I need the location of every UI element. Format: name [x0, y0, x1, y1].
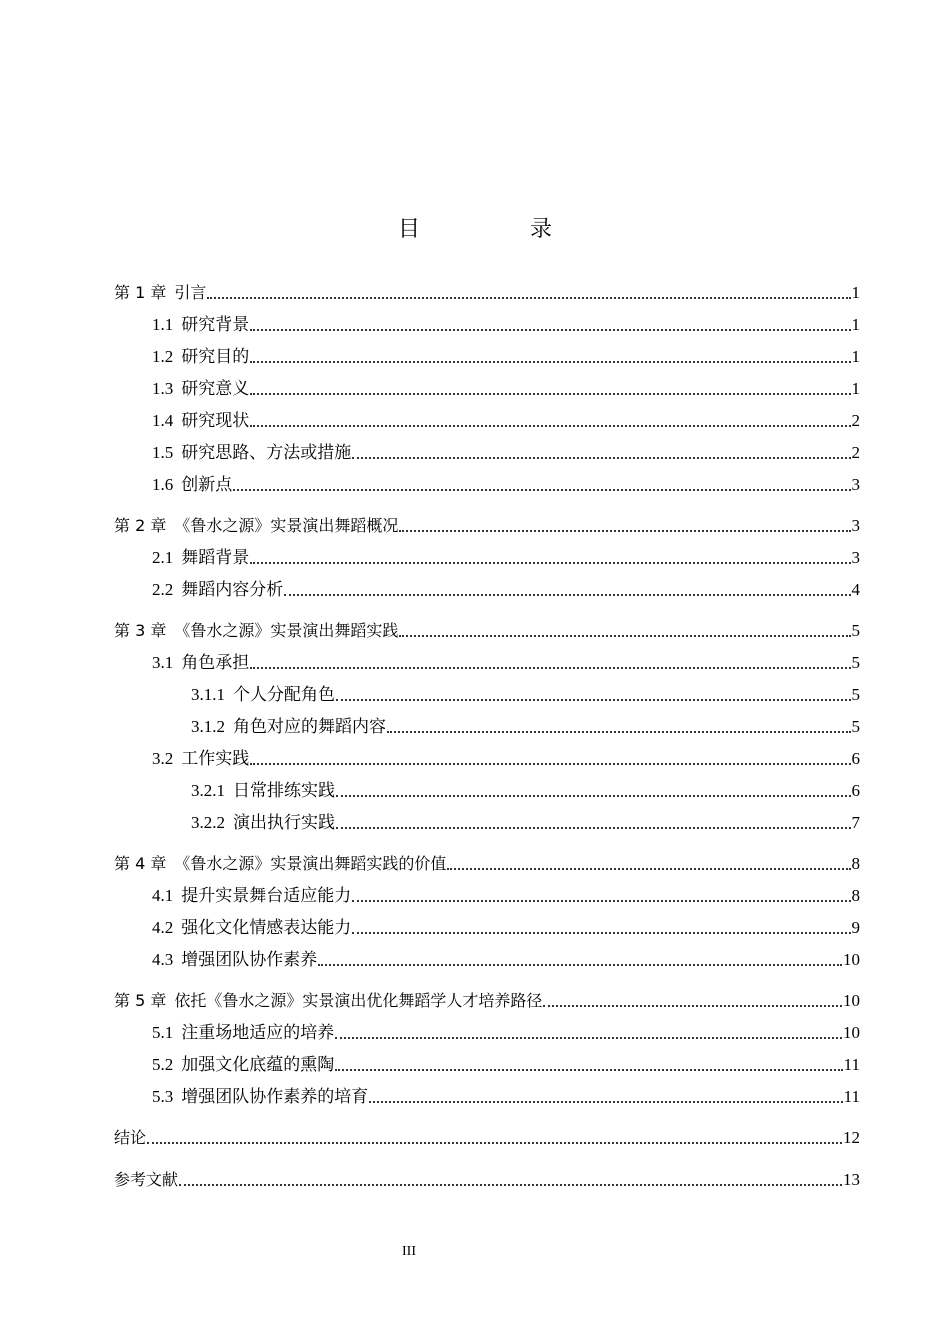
toc-entry-page: 5 — [851, 685, 860, 704]
toc-entry-number: 3.2.2 — [191, 813, 225, 832]
toc-entry-label: 研究目的 — [181, 347, 250, 366]
toc-entry[interactable] — [114, 1124, 860, 1148]
toc-entry-page: 10 — [843, 1023, 860, 1042]
toc-entry[interactable] — [152, 649, 860, 673]
toc-entry-number: 3.1.2 — [191, 717, 225, 736]
toc-entry-page: 3 — [851, 516, 860, 535]
dot-leader — [250, 392, 850, 395]
toc-entry[interactable] — [114, 1166, 860, 1190]
toc-entry-page: 5 — [851, 717, 860, 736]
toc-entry[interactable] — [114, 617, 860, 641]
toc-entry-number: 5.1 — [152, 1023, 174, 1042]
toc-entry[interactable] — [191, 681, 860, 705]
toc-entry-number: 第 2 章 — [114, 516, 167, 535]
toc-entry-label: 增强团队协作素养 — [181, 950, 318, 969]
toc-entry-page: 10 — [843, 950, 860, 969]
toc-entry-number: 5.3 — [152, 1087, 174, 1106]
toc-entry-number: 3.1.1 — [191, 685, 225, 704]
toc-entry[interactable] — [152, 1083, 860, 1107]
page-title: 目 录 — [397, 217, 596, 242]
dot-leader — [250, 762, 850, 765]
toc-entry-label: 强化文化情感表达能力 — [181, 918, 352, 937]
dot-leader — [352, 899, 850, 902]
dot-leader — [250, 360, 850, 363]
toc-entry-label: 引言 — [174, 283, 207, 302]
toc-entry-number: 1.2 — [152, 347, 174, 366]
dot-leader — [336, 698, 851, 701]
toc-entry-label: 《鲁水之源》实景演出舞蹈实践的价值 — [174, 854, 447, 873]
dot-leader — [250, 424, 850, 427]
dot-leader — [335, 1036, 842, 1039]
toc-entry[interactable] — [152, 1019, 860, 1043]
dot-leader — [399, 634, 850, 637]
dot-leader — [250, 666, 850, 669]
toc-entry-page: 9 — [851, 918, 860, 937]
toc-entry-page: 1 — [851, 379, 860, 398]
toc-entry-number: 1.1 — [152, 315, 174, 334]
dot-leader — [447, 867, 850, 870]
toc-entry-label: 角色承担 — [181, 653, 250, 672]
toc-entry-number: 1.3 — [152, 379, 174, 398]
dot-leader — [336, 826, 851, 829]
toc-entry-page: 8 — [851, 886, 860, 905]
toc-entry-number: 2.1 — [152, 548, 174, 567]
toc-entry-number: 第 5 章 — [114, 991, 167, 1010]
toc-entry[interactable] — [152, 343, 860, 367]
toc-entry-label: 加强文化底蕴的熏陶 — [181, 1055, 335, 1074]
dot-leader — [336, 794, 851, 797]
toc-entry-label: 研究意义 — [181, 379, 250, 398]
dot-leader — [250, 328, 850, 331]
toc-entry-number: 1.4 — [152, 411, 174, 430]
toc-entry-page: 11 — [843, 1087, 860, 1106]
toc-entry-page: 2 — [851, 443, 860, 462]
table-of-contents — [114, 0, 860, 1344]
toc-entry-page: 5 — [851, 621, 860, 640]
toc-entry-page: 6 — [851, 781, 860, 800]
toc-entry[interactable] — [152, 914, 860, 938]
toc-entry-page: 3 — [851, 475, 860, 494]
toc-entry-label: 《鲁水之源》实景演出舞蹈实践 — [174, 621, 399, 640]
toc-entry-label: 工作实践 — [181, 749, 250, 768]
toc-entry-label: 提升实景舞台适应能力 — [181, 886, 352, 905]
dot-leader — [399, 529, 850, 532]
dot-leader — [179, 1183, 842, 1186]
toc-entry-page: 3 — [851, 548, 860, 567]
toc-entry-label: 注重场地适应的培养 — [181, 1023, 335, 1042]
toc-entry[interactable] — [152, 311, 860, 335]
toc-entry-number: 5.2 — [152, 1055, 174, 1074]
dot-leader — [233, 488, 850, 491]
dot-leader — [207, 296, 850, 299]
dot-leader — [387, 730, 851, 733]
toc-entry[interactable] — [152, 1051, 860, 1075]
toc-entry-label: 角色对应的舞蹈内容 — [233, 717, 386, 736]
dot-leader — [335, 1068, 842, 1071]
toc-entry-label: 参考文献 — [114, 1170, 179, 1189]
dot-leader — [352, 931, 850, 934]
toc-entry[interactable] — [152, 576, 860, 600]
toc-entry[interactable] — [152, 745, 860, 769]
page-number-footer: III — [402, 1244, 416, 1259]
toc-entry-page: 11 — [843, 1055, 860, 1074]
toc-entry[interactable] — [152, 407, 860, 431]
toc-entry-label: 日常排练实践 — [233, 781, 335, 800]
toc-entry[interactable] — [152, 544, 860, 568]
toc-entry-page: 12 — [843, 1128, 860, 1147]
toc-entry-page: 13 — [843, 1170, 860, 1189]
toc-entry[interactable] — [114, 987, 860, 1011]
toc-entry[interactable] — [152, 946, 860, 970]
toc-entry-page: 10 — [843, 991, 860, 1010]
toc-entry-label: 演出执行实践 — [233, 813, 335, 832]
toc-entry-number: 1.6 — [152, 475, 174, 494]
toc-entry-number: 1.5 — [152, 443, 174, 462]
toc-entry-number: 3.2.1 — [191, 781, 225, 800]
toc-entry-number: 4.2 — [152, 918, 174, 937]
toc-entry-page: 1 — [851, 347, 860, 366]
toc-entry-page: 8 — [851, 854, 860, 873]
toc-entry-page: 5 — [851, 653, 860, 672]
toc-entry-number: 第 3 章 — [114, 621, 167, 640]
toc-entry[interactable] — [152, 882, 860, 906]
toc-entry-number: 2.2 — [152, 580, 174, 599]
toc-entry-page: 1 — [851, 315, 860, 334]
toc-entry-page: 2 — [851, 411, 860, 430]
dot-leader — [284, 593, 850, 596]
dot-leader — [352, 456, 850, 459]
toc-entry-number: 第 1 章 — [114, 283, 167, 302]
toc-entry-page: 1 — [851, 283, 860, 302]
toc-entry-label: 研究现状 — [181, 411, 250, 430]
toc-entry-label: 研究背景 — [181, 315, 250, 334]
toc-entry-label: 《鲁水之源》实景演出舞蹈概况 — [174, 516, 399, 535]
dot-leader — [369, 1100, 842, 1103]
toc-entry-label: 结论 — [114, 1128, 147, 1147]
toc-entry-label: 研究思路、方法或措施 — [181, 443, 352, 462]
toc-entry-label: 个人分配角色 — [233, 685, 335, 704]
toc-entry-label: 舞蹈内容分析 — [181, 580, 284, 599]
toc-entry[interactable] — [114, 850, 860, 874]
toc-entry[interactable] — [152, 439, 860, 463]
toc-entry-label: 增强团队协作素养的培育 — [181, 1087, 369, 1106]
dot-leader — [318, 963, 842, 966]
toc-entry-number: 3.2 — [152, 749, 174, 768]
toc-entry[interactable] — [152, 375, 860, 399]
toc-entry[interactable] — [114, 512, 860, 536]
toc-entry[interactable] — [191, 777, 860, 801]
dot-leader — [250, 561, 850, 564]
toc-entry-number: 3.1 — [152, 653, 174, 672]
dot-leader — [543, 1004, 842, 1007]
toc-entry[interactable] — [152, 471, 860, 495]
toc-entry[interactable] — [191, 713, 860, 737]
toc-entry-number: 4.1 — [152, 886, 174, 905]
toc-entry-label: 创新点 — [181, 475, 233, 494]
toc-entry-number: 第 4 章 — [114, 854, 167, 873]
toc-entry-page: 7 — [851, 813, 860, 832]
toc-entry-page: 6 — [851, 749, 860, 768]
toc-entry-label: 舞蹈背景 — [181, 548, 250, 567]
toc-entry-number: 4.3 — [152, 950, 174, 969]
toc-entry[interactable] — [191, 809, 860, 833]
toc-entry-label: 依托《鲁水之源》实景演出优化舞蹈学人才培养路径 — [174, 991, 543, 1010]
toc-entry[interactable] — [114, 279, 860, 303]
dot-leader — [147, 1141, 842, 1144]
toc-entry-page: 4 — [851, 580, 860, 599]
